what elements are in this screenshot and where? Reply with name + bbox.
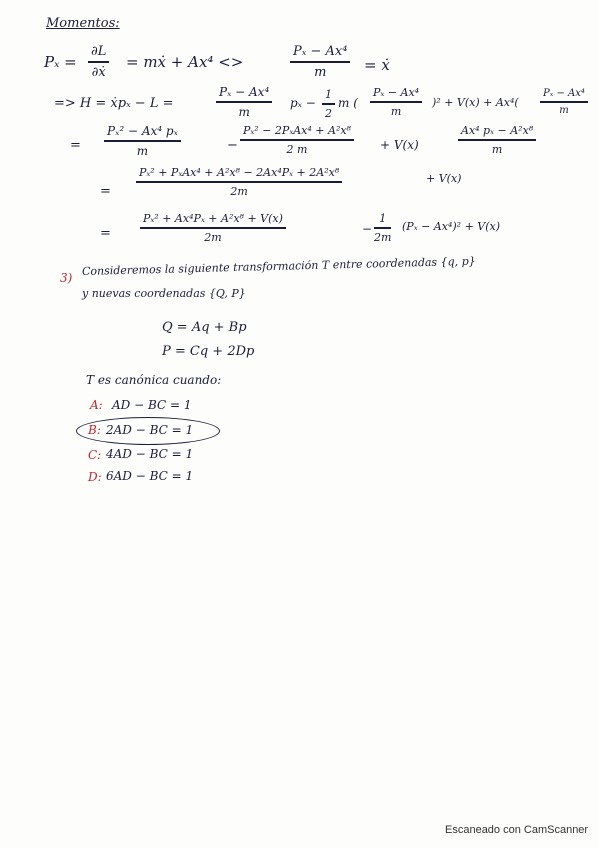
eq5-equals: = [100,226,111,241]
eq2-num: Pₓ − Ax⁴ [219,85,270,99]
problem-statement-line2: y nuevas coordenadas {Q, P} [82,287,246,300]
eq4-tail: + V(x) [426,172,462,185]
camscanner-watermark: Escaneado con CamScanner [445,824,589,836]
problem-number: 3) [60,271,73,285]
option-d-label: D: [88,470,102,484]
eq4-den: 2m [230,184,248,198]
eq5-fraction2 [374,212,391,244]
eq5-fraction [140,212,286,244]
eq1-partial-fraction [88,44,109,80]
eq5-den: 2m [204,230,222,244]
eq2-last-den: m [559,104,569,116]
eq2-last-fraction [540,88,588,116]
eq1-velocity-den: m [314,64,327,80]
eq3-den3: m [491,142,503,156]
eq3-fraction2 [240,124,354,156]
option-a-text: AD − BC = 1 [112,398,192,412]
eq3-den2: 2 m [286,142,308,156]
eq1-velocity-fraction [290,44,350,80]
eq5-num: Pₓ² + Ax⁴Pₓ + A²x⁸ + V(x) [143,212,283,225]
eq3-equals: = [70,138,81,153]
eq1-partial-den: ∂ẋ [91,64,106,80]
eq4-equals: = [100,184,111,199]
heading-momentos: Momentos: [46,16,120,31]
eq1-velocity-num: Pₓ − Ax⁴ [293,44,348,59]
eq2-lhs: => H = ẋpₓ − L = [54,96,174,111]
eq2-mid: pₓ − [290,96,316,110]
eq2-inner-num: Pₓ − Ax⁴ [373,86,420,99]
eq2-half-fraction [322,88,335,120]
eq5-minus: − [362,222,373,236]
option-c-label: C: [88,448,102,462]
eq4-num: Pₓ² + PₓAx⁴ + A²x⁸ − 2Ax⁴Pₓ + 2A²x⁸ [139,166,340,179]
eq3-potential: + V(x) [380,138,419,152]
option-d-text: 6AD − BC = 1 [106,469,194,483]
eq2-mid2: m ( [338,96,358,110]
option-b-label: B: [88,423,101,437]
eq5-tail: (Pₓ − Ax⁴)² + V(x) [402,220,501,233]
eq2-half-num: 1 [325,88,332,101]
canonical-condition: T es canónica cuando: [86,373,222,387]
problem-statement-line1: Consideremos la siguiente transformación T entre coordenadas {q, p} [81,254,476,278]
eq1-rhs: = ẋ [364,56,390,74]
eq2-den: m [238,104,250,119]
eq1-lhs: Pₓ = [44,53,77,71]
transform-eq-Q: Q = Aq + Bp [162,320,247,335]
eq1-middle: = mẋ + Ax⁴ <> [126,53,244,71]
eq2-last-num: Pₓ − Ax⁴ [543,88,585,99]
eq3-den: m [136,143,149,158]
eq3-fraction [104,124,181,158]
option-c-text: 4AD − BC = 1 [106,447,194,461]
eq1-partial-num: ∂L [91,44,107,59]
eq2-fraction [216,85,272,119]
eq3-fraction3 [458,124,536,156]
eq2-inner-den: m [390,104,402,118]
eq5-den2: 2m [374,230,392,244]
option-b-text: 2AD − BC = 1 [106,423,194,437]
eq3-num2: Pₓ² − 2PₓAx⁴ + A²x⁸ [243,124,351,137]
eq3-minus: − [227,138,238,153]
eq3-num3: Ax⁴ pₓ − A²x⁸ [461,124,534,137]
eq5-num2: 1 [379,212,387,225]
eq3-num: Pₓ² − Ax⁴ pₓ [107,124,178,138]
transform-eq-P: P = Cq + 2Dp [162,344,255,359]
eq4-fraction [136,166,342,198]
option-a-label: A: [90,398,103,412]
eq2-half-den: 2 [325,106,332,120]
eq2-tail: )² + V(x) + Ax⁴( [432,96,519,109]
eq2-inner-fraction [370,86,422,118]
